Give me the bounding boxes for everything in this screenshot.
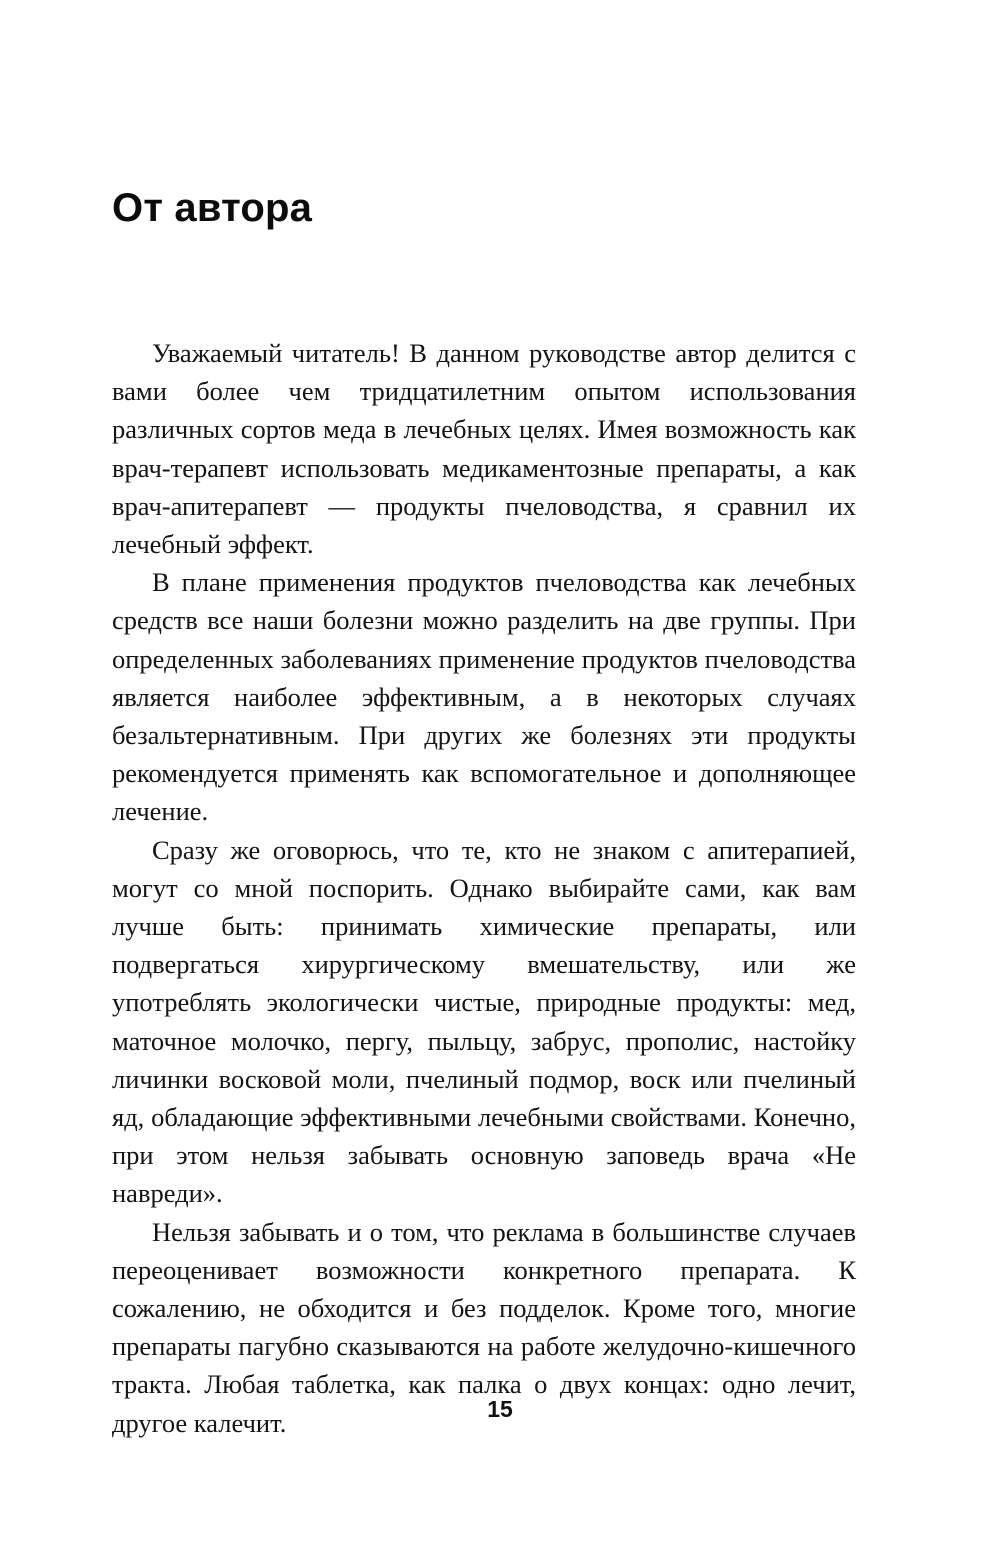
paragraph: Сразу же оговорюсь, что те, кто не знаком с апитерапией, могут со мной поспорить. Однако выбирайте сами, как вам лучше быть: принимать химические препараты, или подвергаться хирургическому вмешательству, или же употреблять экологически чистые, природные продукты: мед, маточное молочко, пергу, пыльцу, забрус, прополис, настойку личинки восковой моли, пчелиный подмор, воск или пчелиный яд, обладающие эффективными лечебными свойствами. Конечно, при этом нельзя забывать основную заповедь врача «Не навреди». xyxy=(112,834,856,1209)
paragraph: Уважаемый читатель! В данном руководстве автор делится с вами более чем тридцатилетним опытом использования различных сортов меда в лечебных целях. Имея возможность как врач-терапевт использовать медикаментозные препараты, а как врач-апитерапевт — продукты пчеловодства, я сравнил их лечебный эффект. xyxy=(112,338,856,560)
paragraph: В плане применения продуктов пчеловодства как лечебных средств все наши болезни можно разделить на две группы. При определенных заболеваниях применение продуктов пчеловодства является наиболее эффективным, а в некоторых случаях безальтернативным. При других же болезнях эти продукты рекомендуется применять как вспомогательное и дополняющее лечение. xyxy=(112,567,856,827)
page-content xyxy=(112,0,856,1442)
paragraph: Нельзя забывать и о том, что реклама в большинстве случаев переоценивает возможности конкретного препарата. К сожалению, не обходится и без подделок. Кроме того, многие препараты пагубно сказываются на работе желудочно-кишечного тракта. Любая таблетка, как палка о двух концах: одно лечит, другое калечит. xyxy=(112,1216,856,1438)
page-number: 15 xyxy=(487,1396,513,1422)
body-text xyxy=(112,334,856,1442)
page-title: От автора xyxy=(112,186,313,230)
